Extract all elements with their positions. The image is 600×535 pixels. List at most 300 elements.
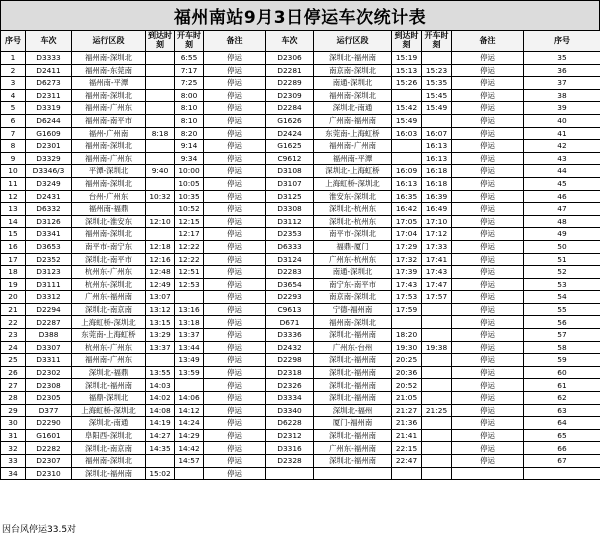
right-train-cell: G1626 bbox=[266, 114, 314, 127]
left-arrive-cell bbox=[146, 177, 175, 190]
right-arrive-cell: 15:13 bbox=[392, 64, 422, 77]
right-train-cell: D2309 bbox=[266, 89, 314, 102]
left-arrive-cell bbox=[146, 140, 175, 153]
table-row bbox=[1, 215, 600, 228]
left-route-cell: 台州-广州东 bbox=[72, 190, 146, 203]
table-row bbox=[1, 203, 600, 216]
left-seq-cell: 4 bbox=[1, 89, 26, 102]
left-depart-cell: 10:35 bbox=[175, 190, 204, 203]
right-route-cell: 深圳北-福州南 bbox=[314, 429, 392, 442]
right-depart-cell: 17:33 bbox=[422, 240, 452, 253]
left-train-cell: D388 bbox=[26, 329, 72, 342]
left-route-cell: 福州南-南平市 bbox=[72, 114, 146, 127]
right-depart-cell bbox=[422, 114, 452, 127]
table-row bbox=[1, 442, 600, 455]
right-note-cell: 停运 bbox=[452, 52, 524, 65]
right-seq-cell: 40 bbox=[524, 114, 600, 127]
right-train-cell: D2328 bbox=[266, 455, 314, 468]
left-depart-cell: 7:17 bbox=[175, 64, 204, 77]
right-note-cell: 停运 bbox=[452, 228, 524, 241]
left-arrive-cell: 13:55 bbox=[146, 366, 175, 379]
left-train-cell: D2301 bbox=[26, 140, 72, 153]
left-seq-cell: 11 bbox=[1, 177, 26, 190]
right-train-cell: D2312 bbox=[266, 429, 314, 442]
left-route-cell: 福鼎-深圳北 bbox=[72, 392, 146, 405]
left-depart-cell: 14:24 bbox=[175, 417, 204, 430]
left-depart-cell bbox=[175, 291, 204, 304]
right-route-cell: 深圳北-福州南 bbox=[314, 392, 392, 405]
left-route-cell: 深圳北-福州南 bbox=[72, 467, 146, 480]
right-seq-cell: 38 bbox=[524, 89, 600, 102]
right-seq-cell: 66 bbox=[524, 442, 600, 455]
left-seq-cell: 7 bbox=[1, 127, 26, 140]
right-depart-cell: 17:57 bbox=[422, 291, 452, 304]
table-row bbox=[1, 89, 600, 102]
left-note-cell: 停运 bbox=[204, 165, 266, 178]
left-train-cell: D2282 bbox=[26, 442, 72, 455]
header-note-left: 备注 bbox=[204, 31, 266, 52]
right-note-cell: 停运 bbox=[452, 329, 524, 342]
header-depart-left: 开车时刻 bbox=[175, 31, 204, 52]
left-train-cell: D2308 bbox=[26, 379, 72, 392]
right-depart-cell: 15:23 bbox=[422, 64, 452, 77]
right-depart-cell: 15:49 bbox=[422, 102, 452, 115]
left-route-cell: 福州南-深圳北 bbox=[72, 52, 146, 65]
left-depart-cell bbox=[175, 467, 204, 480]
header-train-right: 车次 bbox=[266, 31, 314, 52]
right-seq-cell: 46 bbox=[524, 190, 600, 203]
left-depart-cell: 14:29 bbox=[175, 429, 204, 442]
title-bar bbox=[0, 0, 600, 30]
left-route-cell: 杭州东-广州东 bbox=[72, 266, 146, 279]
right-train-cell: D2289 bbox=[266, 77, 314, 90]
right-arrive-cell: 20:52 bbox=[392, 379, 422, 392]
right-route-cell: 南宁东-南平市 bbox=[314, 278, 392, 291]
left-train-cell: D2290 bbox=[26, 417, 72, 430]
right-note-cell: 停运 bbox=[452, 240, 524, 253]
left-seq-cell: 10 bbox=[1, 165, 26, 178]
left-route-cell: 福州南-深圳北 bbox=[72, 455, 146, 468]
left-arrive-cell bbox=[146, 228, 175, 241]
right-train-cell: D2326 bbox=[266, 379, 314, 392]
left-arrive-cell bbox=[146, 64, 175, 77]
left-seq-cell: 14 bbox=[1, 215, 26, 228]
right-depart-cell: 17:47 bbox=[422, 278, 452, 291]
left-seq-cell: 16 bbox=[1, 240, 26, 253]
right-depart-cell: 16:13 bbox=[422, 152, 452, 165]
right-depart-cell bbox=[422, 329, 452, 342]
left-arrive-cell: 12:18 bbox=[146, 240, 175, 253]
header-route-left: 运行区段 bbox=[72, 31, 146, 52]
right-route-cell: 福鼎-厦门 bbox=[314, 240, 392, 253]
left-seq-cell: 2 bbox=[1, 64, 26, 77]
right-route-cell: 宁德-福州南 bbox=[314, 303, 392, 316]
right-route-cell: 南通-深圳北 bbox=[314, 266, 392, 279]
right-note-cell: 停运 bbox=[452, 379, 524, 392]
left-depart-cell: 12:53 bbox=[175, 278, 204, 291]
left-note-cell: 停运 bbox=[204, 77, 266, 90]
right-seq-cell: 42 bbox=[524, 140, 600, 153]
table-row bbox=[1, 253, 600, 266]
right-depart-cell bbox=[422, 316, 452, 329]
left-train-cell: D3126 bbox=[26, 215, 72, 228]
right-depart-cell bbox=[422, 379, 452, 392]
right-arrive-cell: 22:47 bbox=[392, 455, 422, 468]
left-depart-cell: 13:18 bbox=[175, 316, 204, 329]
right-route-cell: 深圳北-福州南 bbox=[314, 354, 392, 367]
right-seq-cell: 55 bbox=[524, 303, 600, 316]
left-train-cell: D3329 bbox=[26, 152, 72, 165]
left-note-cell: 停运 bbox=[204, 467, 266, 480]
header-arrive-right: 到达时刻 bbox=[392, 31, 422, 52]
left-note-cell: 停运 bbox=[204, 240, 266, 253]
left-route-cell: 广州东-福州南 bbox=[72, 291, 146, 304]
left-route-cell: 福州南-深圳北 bbox=[72, 228, 146, 241]
right-seq-cell: 52 bbox=[524, 266, 600, 279]
left-seq-cell: 15 bbox=[1, 228, 26, 241]
left-depart-cell: 13:59 bbox=[175, 366, 204, 379]
left-note-cell: 停运 bbox=[204, 366, 266, 379]
left-train-cell: D2302 bbox=[26, 366, 72, 379]
header-route-right: 运行区段 bbox=[314, 31, 392, 52]
left-note-cell: 停运 bbox=[204, 392, 266, 405]
left-note-cell: 停运 bbox=[204, 329, 266, 342]
right-train-cell: C9613 bbox=[266, 303, 314, 316]
left-note-cell: 停运 bbox=[204, 291, 266, 304]
left-depart-cell: 12:51 bbox=[175, 266, 204, 279]
left-arrive-cell bbox=[146, 455, 175, 468]
right-seq-cell: 41 bbox=[524, 127, 600, 140]
right-route-cell: 深圳北-杭州东 bbox=[314, 215, 392, 228]
table-row bbox=[1, 102, 600, 115]
left-route-cell: 上海虹桥-深圳北 bbox=[72, 404, 146, 417]
right-route-cell: 南京南-深圳北 bbox=[314, 291, 392, 304]
right-train-cell: D3654 bbox=[266, 278, 314, 291]
left-seq-cell: 29 bbox=[1, 404, 26, 417]
left-note-cell: 停运 bbox=[204, 89, 266, 102]
table-header-row bbox=[1, 31, 600, 52]
right-depart-cell bbox=[422, 392, 452, 405]
schedule-table bbox=[0, 30, 600, 480]
table-body bbox=[1, 52, 600, 480]
right-note-cell: 停运 bbox=[452, 215, 524, 228]
table-row bbox=[1, 114, 600, 127]
left-depart-cell: 14:06 bbox=[175, 392, 204, 405]
left-depart-cell: 12:22 bbox=[175, 253, 204, 266]
right-train-cell: D3107 bbox=[266, 177, 314, 190]
right-route-cell: 南京南-深圳北 bbox=[314, 64, 392, 77]
right-route-cell: 福州南-平潭 bbox=[314, 152, 392, 165]
right-note-cell: 停运 bbox=[452, 64, 524, 77]
right-depart-cell: 17:43 bbox=[422, 266, 452, 279]
left-train-cell: D3346/3 bbox=[26, 165, 72, 178]
left-route-cell: 深圳北-淮安东 bbox=[72, 215, 146, 228]
left-arrive-cell: 14:19 bbox=[146, 417, 175, 430]
left-train-cell: D2294 bbox=[26, 303, 72, 316]
left-note-cell: 停运 bbox=[204, 354, 266, 367]
right-train-cell: D3340 bbox=[266, 404, 314, 417]
left-route-cell: 阜阳西-深圳北 bbox=[72, 429, 146, 442]
table-row bbox=[1, 140, 600, 153]
left-seq-cell: 20 bbox=[1, 291, 26, 304]
right-seq-cell: 36 bbox=[524, 64, 600, 77]
right-train-cell: D2284 bbox=[266, 102, 314, 115]
right-train-cell: G1625 bbox=[266, 140, 314, 153]
left-note-cell: 停运 bbox=[204, 64, 266, 77]
left-note-cell: 停运 bbox=[204, 303, 266, 316]
left-note-cell: 停运 bbox=[204, 215, 266, 228]
right-note-cell: 停运 bbox=[452, 152, 524, 165]
right-depart-cell bbox=[422, 429, 452, 442]
left-seq-cell: 33 bbox=[1, 455, 26, 468]
left-arrive-cell: 14:08 bbox=[146, 404, 175, 417]
header-seq-left: 序号 bbox=[1, 31, 26, 52]
right-seq-cell: 48 bbox=[524, 215, 600, 228]
left-arrive-cell: 13:15 bbox=[146, 316, 175, 329]
left-route-cell: 福州南-东莞南 bbox=[72, 64, 146, 77]
left-note-cell: 停运 bbox=[204, 140, 266, 153]
right-arrive-cell: 17:39 bbox=[392, 266, 422, 279]
right-seq-cell: 54 bbox=[524, 291, 600, 304]
right-note-cell: 停运 bbox=[452, 429, 524, 442]
right-train-cell: D2298 bbox=[266, 354, 314, 367]
left-note-cell: 停运 bbox=[204, 404, 266, 417]
left-note-cell: 停运 bbox=[204, 127, 266, 140]
right-train-cell: D6333 bbox=[266, 240, 314, 253]
left-seq-cell: 6 bbox=[1, 114, 26, 127]
left-note-cell: 停运 bbox=[204, 341, 266, 354]
left-depart-cell: 7:25 bbox=[175, 77, 204, 90]
right-note-cell: 停运 bbox=[452, 190, 524, 203]
left-arrive-cell: 15:02 bbox=[146, 467, 175, 480]
table-row bbox=[1, 379, 600, 392]
left-train-cell: D3111 bbox=[26, 278, 72, 291]
footer-note: 因台风停运33.5对 bbox=[2, 525, 77, 535]
left-arrive-cell bbox=[146, 89, 175, 102]
left-train-cell: D6244 bbox=[26, 114, 72, 127]
table-row bbox=[1, 417, 600, 430]
left-note-cell: 停运 bbox=[204, 228, 266, 241]
right-depart-cell bbox=[422, 455, 452, 468]
right-arrive-cell: 22:15 bbox=[392, 442, 422, 455]
left-seq-cell: 19 bbox=[1, 278, 26, 291]
right-note-cell: 停运 bbox=[452, 203, 524, 216]
left-arrive-cell: 12:10 bbox=[146, 215, 175, 228]
left-train-cell: D2431 bbox=[26, 190, 72, 203]
left-seq-cell: 12 bbox=[1, 190, 26, 203]
table-row bbox=[1, 354, 600, 367]
left-route-cell: 福州南-深圳北 bbox=[72, 177, 146, 190]
right-seq-cell: 44 bbox=[524, 165, 600, 178]
right-train-cell: D2281 bbox=[266, 64, 314, 77]
left-route-cell: 深圳北-南平市 bbox=[72, 253, 146, 266]
right-route-cell: 深圳北-福州南 bbox=[314, 52, 392, 65]
right-train-cell: C9612 bbox=[266, 152, 314, 165]
left-arrive-cell: 8:18 bbox=[146, 127, 175, 140]
right-route-cell: 福州南-深圳北 bbox=[314, 89, 392, 102]
right-arrive-cell: 17:04 bbox=[392, 228, 422, 241]
right-arrive-cell: 19:30 bbox=[392, 341, 422, 354]
right-arrive-cell: 17:32 bbox=[392, 253, 422, 266]
left-arrive-cell: 12:49 bbox=[146, 278, 175, 291]
left-note-cell: 停运 bbox=[204, 114, 266, 127]
left-route-cell: 深圳北-福鼎 bbox=[72, 366, 146, 379]
left-depart-cell: 10:00 bbox=[175, 165, 204, 178]
left-arrive-cell bbox=[146, 203, 175, 216]
right-depart-cell: 16:18 bbox=[422, 165, 452, 178]
right-note-cell: 停运 bbox=[452, 341, 524, 354]
left-depart-cell: 13:49 bbox=[175, 354, 204, 367]
left-note-cell: 停运 bbox=[204, 102, 266, 115]
left-route-cell: 上海虹桥-深圳北 bbox=[72, 316, 146, 329]
right-route-cell: 广州东-杭州东 bbox=[314, 253, 392, 266]
right-route-cell: 广州东-台州 bbox=[314, 341, 392, 354]
table-row bbox=[1, 127, 600, 140]
right-seq-cell: 47 bbox=[524, 203, 600, 216]
left-route-cell: 福州南-广州东 bbox=[72, 152, 146, 165]
right-note-cell: 停运 bbox=[452, 316, 524, 329]
left-route-cell: 深圳北-南通 bbox=[72, 417, 146, 430]
left-seq-cell: 31 bbox=[1, 429, 26, 442]
right-depart-cell: 15:45 bbox=[422, 89, 452, 102]
left-train-cell: G1601 bbox=[26, 429, 72, 442]
table-row bbox=[1, 52, 600, 65]
table-row bbox=[1, 404, 600, 417]
right-note-cell bbox=[452, 467, 524, 480]
left-arrive-cell: 9:40 bbox=[146, 165, 175, 178]
right-arrive-cell bbox=[392, 140, 422, 153]
left-arrive-cell: 13:07 bbox=[146, 291, 175, 304]
right-route-cell: 深圳北-福州南 bbox=[314, 379, 392, 392]
right-note-cell: 停运 bbox=[452, 266, 524, 279]
right-arrive-cell: 17:29 bbox=[392, 240, 422, 253]
left-depart-cell: 12:15 bbox=[175, 215, 204, 228]
left-depart-cell: 9:14 bbox=[175, 140, 204, 153]
left-depart-cell: 10:52 bbox=[175, 203, 204, 216]
header-depart-right: 开车时刻 bbox=[422, 31, 452, 52]
right-route-cell: 厦门-福州南 bbox=[314, 417, 392, 430]
right-seq-cell: 62 bbox=[524, 392, 600, 405]
left-depart-cell: 9:34 bbox=[175, 152, 204, 165]
left-arrive-cell: 12:48 bbox=[146, 266, 175, 279]
table-row bbox=[1, 64, 600, 77]
right-seq-cell: 43 bbox=[524, 152, 600, 165]
left-depart-cell: 6:55 bbox=[175, 52, 204, 65]
left-train-cell: D3319 bbox=[26, 102, 72, 115]
right-seq-cell: 65 bbox=[524, 429, 600, 442]
left-seq-cell: 8 bbox=[1, 140, 26, 153]
left-route-cell: 福州南-广州东 bbox=[72, 354, 146, 367]
right-note-cell: 停运 bbox=[452, 404, 524, 417]
right-seq-cell: 39 bbox=[524, 102, 600, 115]
right-depart-cell: 16:07 bbox=[422, 127, 452, 140]
left-depart-cell: 8:00 bbox=[175, 89, 204, 102]
right-arrive-cell: 16:42 bbox=[392, 203, 422, 216]
right-arrive-cell: 16:13 bbox=[392, 177, 422, 190]
table-row bbox=[1, 77, 600, 90]
left-route-cell: 深圳北-福州南 bbox=[72, 379, 146, 392]
left-arrive-cell bbox=[146, 77, 175, 90]
table-row bbox=[1, 316, 600, 329]
left-depart-cell: 12:22 bbox=[175, 240, 204, 253]
left-note-cell: 停运 bbox=[204, 455, 266, 468]
right-arrive-cell: 21:41 bbox=[392, 429, 422, 442]
right-train-cell: D3336 bbox=[266, 329, 314, 342]
right-seq-cell: 37 bbox=[524, 77, 600, 90]
right-note-cell: 停运 bbox=[452, 278, 524, 291]
table-row bbox=[1, 278, 600, 291]
left-seq-cell: 21 bbox=[1, 303, 26, 316]
right-depart-cell: 17:10 bbox=[422, 215, 452, 228]
left-depart-cell: 14:42 bbox=[175, 442, 204, 455]
left-note-cell: 停运 bbox=[204, 442, 266, 455]
left-note-cell: 停运 bbox=[204, 429, 266, 442]
left-route-cell: 南平市-南宁东 bbox=[72, 240, 146, 253]
right-route-cell: 广州南-福州南 bbox=[314, 114, 392, 127]
right-arrive-cell: 17:05 bbox=[392, 215, 422, 228]
left-depart-cell: 13:16 bbox=[175, 303, 204, 316]
right-route-cell: 深圳北-福州南 bbox=[314, 455, 392, 468]
right-seq-cell: 53 bbox=[524, 278, 600, 291]
left-seq-cell: 24 bbox=[1, 341, 26, 354]
left-arrive-cell: 13:12 bbox=[146, 303, 175, 316]
right-route-cell: 南通-深圳北 bbox=[314, 77, 392, 90]
left-note-cell: 停运 bbox=[204, 278, 266, 291]
table-row bbox=[1, 291, 600, 304]
left-arrive-cell: 14:27 bbox=[146, 429, 175, 442]
left-route-cell: 深圳北-南京南 bbox=[72, 442, 146, 455]
left-seq-cell: 3 bbox=[1, 77, 26, 90]
table-row bbox=[1, 303, 600, 316]
left-note-cell: 停运 bbox=[204, 52, 266, 65]
right-depart-cell: 17:12 bbox=[422, 228, 452, 241]
left-train-cell: D2307 bbox=[26, 455, 72, 468]
left-seq-cell: 25 bbox=[1, 354, 26, 367]
left-arrive-cell: 13:29 bbox=[146, 329, 175, 342]
left-train-cell: G1609 bbox=[26, 127, 72, 140]
left-seq-cell: 9 bbox=[1, 152, 26, 165]
right-arrive-cell: 21:05 bbox=[392, 392, 422, 405]
left-note-cell: 停运 bbox=[204, 266, 266, 279]
table-row bbox=[1, 455, 600, 468]
right-note-cell: 停运 bbox=[452, 303, 524, 316]
right-route-cell: 深圳北-福州南 bbox=[314, 329, 392, 342]
left-note-cell: 停运 bbox=[204, 417, 266, 430]
left-arrive-cell bbox=[146, 354, 175, 367]
right-route-cell: 深圳北-南通 bbox=[314, 102, 392, 115]
right-note-cell: 停运 bbox=[452, 127, 524, 140]
left-seq-cell: 23 bbox=[1, 329, 26, 342]
right-arrive-cell: 15:26 bbox=[392, 77, 422, 90]
page-title: 福州南站9月3日停运车次统计表 bbox=[173, 8, 427, 28]
left-route-cell: 福州南-广州东 bbox=[72, 102, 146, 115]
table-row bbox=[1, 152, 600, 165]
right-arrive-cell: 17:43 bbox=[392, 278, 422, 291]
right-train-cell: D2353 bbox=[266, 228, 314, 241]
left-arrive-cell: 10:32 bbox=[146, 190, 175, 203]
right-depart-cell: 17:41 bbox=[422, 253, 452, 266]
left-seq-cell: 27 bbox=[1, 379, 26, 392]
left-arrive-cell: 12:16 bbox=[146, 253, 175, 266]
right-note-cell: 停运 bbox=[452, 392, 524, 405]
left-train-cell: D2311 bbox=[26, 89, 72, 102]
right-train-cell: D3308 bbox=[266, 203, 314, 216]
right-route-cell: 深圳北-福州南 bbox=[314, 366, 392, 379]
left-train-cell: D3312 bbox=[26, 291, 72, 304]
right-route-cell: 深圳北-上海虹桥 bbox=[314, 165, 392, 178]
right-note-cell: 停运 bbox=[452, 253, 524, 266]
left-note-cell: 停运 bbox=[204, 152, 266, 165]
